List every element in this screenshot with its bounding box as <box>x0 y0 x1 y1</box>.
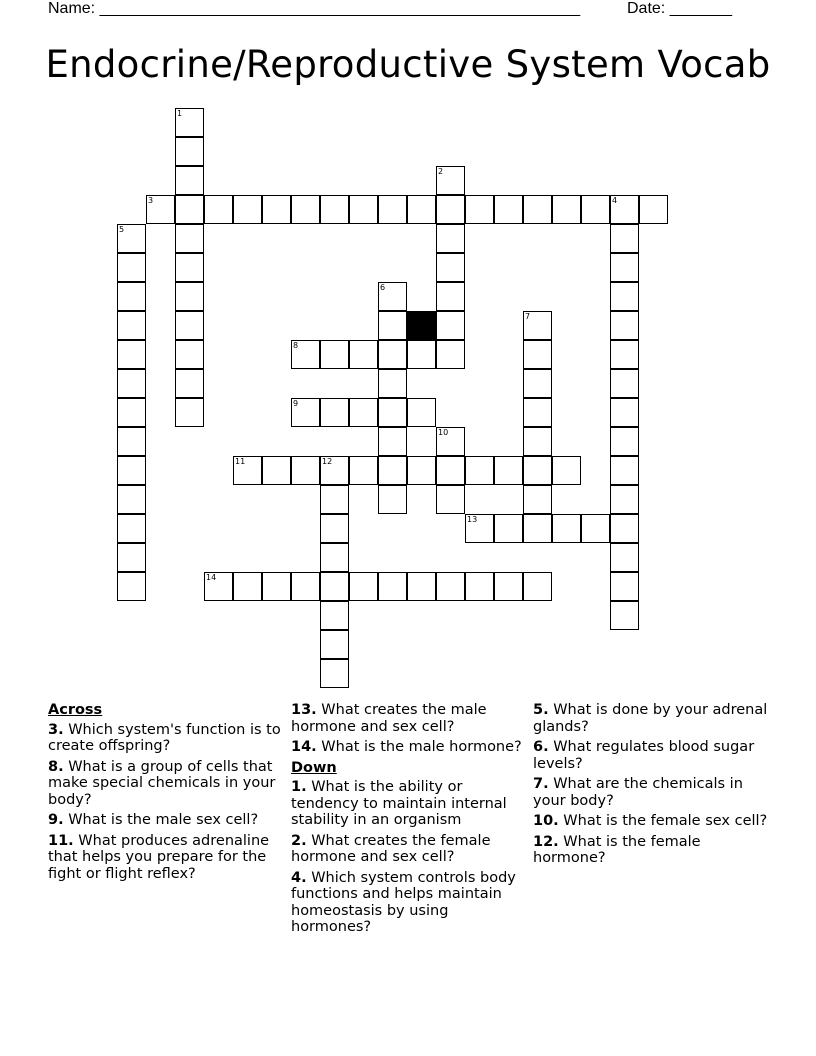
grid-cell[interactable] <box>465 514 494 543</box>
grid-cell[interactable] <box>610 253 639 282</box>
clue-number-label: 14 <box>206 573 217 582</box>
across-heading: Across <box>48 702 103 718</box>
grid-cell[interactable] <box>610 514 639 543</box>
clue-number-label: 5 <box>119 225 125 234</box>
grid-cell[interactable] <box>262 572 291 601</box>
grid-cell[interactable] <box>436 427 465 456</box>
grid-cell[interactable] <box>378 340 407 369</box>
clues-column-2 <box>291 702 527 940</box>
grid-cell[interactable] <box>610 456 639 485</box>
grid-cell[interactable] <box>523 514 552 543</box>
grid-cell[interactable] <box>349 398 378 427</box>
grid-cell[interactable] <box>436 166 465 195</box>
grid-cell[interactable] <box>436 572 465 601</box>
grid-cell[interactable] <box>262 456 291 485</box>
clue-text: What is the ability or tendency to maintain internal stability in an organism <box>291 779 507 828</box>
name-field-label: Name: ______________________________________________________ <box>48 0 581 17</box>
clue-number-label: 10 <box>438 428 449 437</box>
grid-cell[interactable] <box>494 456 523 485</box>
grid-cell[interactable] <box>465 456 494 485</box>
clue-number-label: 8 <box>293 341 299 350</box>
grid-cell[interactable] <box>436 224 465 253</box>
date-field-label: Date: _______ <box>627 0 732 17</box>
clue-number: 5. <box>533 702 549 718</box>
grid-cell[interactable] <box>523 572 552 601</box>
grid-cell[interactable] <box>320 398 349 427</box>
grid-cell[interactable] <box>349 195 378 224</box>
clue-across-9 <box>48 812 284 829</box>
clue-down-2 <box>291 833 527 866</box>
grid-cell[interactable] <box>117 369 146 398</box>
clue-down-7 <box>533 776 769 809</box>
grid-cell[interactable] <box>117 456 146 485</box>
clue-across-13 <box>291 702 527 735</box>
clue-text: What is a group of cells that make special chemicals in your body? <box>48 758 276 808</box>
grid-cell[interactable] <box>117 514 146 543</box>
grid-cell[interactable] <box>523 427 552 456</box>
grid-cell[interactable] <box>436 340 465 369</box>
grid-cell[interactable] <box>117 398 146 427</box>
grid-cell[interactable] <box>291 340 320 369</box>
clue-text: What creates the female hormone and sex cell? <box>291 832 491 865</box>
grid-cell[interactable] <box>407 398 436 427</box>
grid-cell[interactable] <box>378 311 407 340</box>
grid-cell[interactable] <box>610 369 639 398</box>
grid-cell[interactable] <box>378 485 407 514</box>
clue-number-label: 7 <box>525 312 531 321</box>
grid-cell[interactable] <box>436 311 465 340</box>
grid-cell[interactable] <box>610 543 639 572</box>
grid-cell[interactable] <box>436 456 465 485</box>
grid-cell[interactable] <box>610 224 639 253</box>
grid-cell[interactable] <box>175 166 204 195</box>
grid-cell[interactable] <box>523 369 552 398</box>
grid-cell[interactable] <box>523 398 552 427</box>
clue-number: 2. <box>291 832 307 849</box>
grid-cell[interactable] <box>291 398 320 427</box>
clue-number: 3. <box>48 721 64 738</box>
grid-cell[interactable] <box>436 485 465 514</box>
clue-number-label: 3 <box>148 196 154 205</box>
grid-cell[interactable] <box>494 572 523 601</box>
clue-text: What are the chemicals in your body? <box>533 776 743 809</box>
grid-cell[interactable] <box>378 398 407 427</box>
grid-cell[interactable] <box>610 485 639 514</box>
clue-number: 7. <box>533 776 549 792</box>
clue-number: 6. <box>533 739 549 755</box>
grid-cell[interactable] <box>320 340 349 369</box>
grid-cell[interactable] <box>349 572 378 601</box>
grid-cell[interactable] <box>117 224 146 253</box>
grid-cell[interactable] <box>581 514 610 543</box>
clue-number-label: 13 <box>467 515 478 524</box>
grid-cell[interactable] <box>175 369 204 398</box>
page-title: Endocrine/Reproductive System Vocab <box>45 43 771 86</box>
grid-cell[interactable] <box>320 514 349 543</box>
grid-cell[interactable] <box>610 340 639 369</box>
grid-cell[interactable] <box>436 195 465 224</box>
grid-cell[interactable] <box>349 340 378 369</box>
clue-across-11 <box>48 833 284 883</box>
clue-number: 13. <box>291 702 317 718</box>
grid-cell[interactable] <box>610 311 639 340</box>
clue-text: Which system controls body functions and helps maintain homeostasis by using hormones? <box>291 869 516 935</box>
grid-cell[interactable] <box>494 195 523 224</box>
grid-cell[interactable] <box>175 311 204 340</box>
grid-cell[interactable] <box>378 282 407 311</box>
grid-cell[interactable] <box>610 572 639 601</box>
grid-cell[interactable] <box>117 427 146 456</box>
grid-cell[interactable] <box>378 195 407 224</box>
clue-number-label: 12 <box>322 457 333 466</box>
grid-cell[interactable] <box>117 253 146 282</box>
grid-cell[interactable] <box>407 195 436 224</box>
clue-text: What is the male sex cell? <box>68 812 259 828</box>
clue-text: Which system's function is to create offspring? <box>48 721 281 754</box>
grid-cell[interactable] <box>465 572 494 601</box>
grid-cell[interactable] <box>175 282 204 311</box>
grid-cell[interactable] <box>320 195 349 224</box>
grid-cell[interactable] <box>581 195 610 224</box>
grid-cell[interactable] <box>117 340 146 369</box>
clue-across-8 <box>48 759 284 809</box>
clue-down-5 <box>533 702 769 735</box>
grid-cell[interactable] <box>378 456 407 485</box>
clues-column-1 <box>48 702 284 886</box>
grid-cell[interactable] <box>407 456 436 485</box>
grid-cell[interactable] <box>320 456 349 485</box>
clue-number: 4. <box>291 869 307 886</box>
clue-text: What produces adrenaline that helps you prepare for the fight or flight reflex? <box>48 832 270 882</box>
clue-text: What creates the male hormone and sex cell? <box>291 702 487 735</box>
clue-number-label: 4 <box>612 196 618 205</box>
clue-number-label: 11 <box>235 457 246 466</box>
clue-number: 11. <box>48 832 74 849</box>
grid-cell[interactable] <box>378 427 407 456</box>
grid-cell[interactable] <box>320 543 349 572</box>
clue-down-1 <box>291 779 527 829</box>
grid-cell[interactable] <box>233 195 262 224</box>
grid-cell[interactable] <box>175 108 204 137</box>
clue-number-label: 2 <box>438 167 444 176</box>
grid-cell[interactable] <box>175 224 204 253</box>
grid-cell[interactable] <box>117 311 146 340</box>
grid-cell[interactable] <box>610 427 639 456</box>
grid-cell[interactable] <box>320 572 349 601</box>
grid-cell[interactable] <box>465 195 494 224</box>
clue-text: What is done by your adrenal glands? <box>533 702 768 735</box>
clue-number: 12. <box>533 833 559 850</box>
grid-cell[interactable] <box>320 601 349 630</box>
grid-cell[interactable] <box>320 659 349 688</box>
clue-text: What is the female sex cell? <box>563 813 768 829</box>
grid-cell[interactable] <box>117 485 146 514</box>
grid-cell[interactable] <box>552 456 581 485</box>
grid-cell[interactable] <box>349 456 378 485</box>
grid-cell[interactable] <box>146 195 175 224</box>
clue-down-12 <box>533 834 769 867</box>
clue-across-14 <box>291 739 527 756</box>
clue-text: What regulates blood sugar levels? <box>533 739 755 772</box>
grid-cell[interactable] <box>523 311 552 340</box>
black-square <box>407 311 436 340</box>
clues-column-3 <box>533 702 769 871</box>
clue-number: 14. <box>291 739 317 755</box>
grid-cell[interactable] <box>552 514 581 543</box>
grid-cell[interactable] <box>610 282 639 311</box>
grid-cell[interactable] <box>552 195 581 224</box>
grid-cell[interactable] <box>610 601 639 630</box>
grid-cell[interactable] <box>291 456 320 485</box>
clue-number: 10. <box>533 813 559 829</box>
clue-number: 9. <box>48 812 64 828</box>
grid-cell[interactable] <box>117 282 146 311</box>
grid-cell[interactable] <box>610 195 639 224</box>
clue-down-4 <box>291 870 527 936</box>
grid-cell[interactable] <box>204 195 233 224</box>
clue-across-3 <box>48 722 284 755</box>
clue-text: What is the female hormone? <box>533 833 701 866</box>
grid-cell[interactable] <box>320 485 349 514</box>
grid-cell[interactable] <box>175 398 204 427</box>
grid-cell[interactable] <box>233 572 262 601</box>
down-heading: Down <box>291 759 337 776</box>
grid-cell[interactable] <box>175 137 204 166</box>
grid-cell[interactable] <box>639 195 668 224</box>
grid-cell[interactable] <box>523 456 552 485</box>
grid-cell[interactable] <box>175 253 204 282</box>
grid-cell[interactable] <box>117 572 146 601</box>
grid-cell[interactable] <box>204 572 233 601</box>
grid-cell[interactable] <box>523 485 552 514</box>
grid-cell[interactable] <box>175 195 204 224</box>
grid-cell[interactable] <box>175 340 204 369</box>
grid-cell[interactable] <box>262 195 291 224</box>
grid-cell[interactable] <box>378 572 407 601</box>
clue-text: What is the male hormone? <box>321 739 522 755</box>
clue-number-label: 1 <box>177 109 183 118</box>
grid-cell[interactable] <box>407 572 436 601</box>
clue-number: 1. <box>291 779 307 795</box>
grid-cell[interactable] <box>291 195 320 224</box>
grid-cell[interactable] <box>436 253 465 282</box>
grid-cell[interactable] <box>610 398 639 427</box>
grid-cell[interactable] <box>523 340 552 369</box>
grid-cell[interactable] <box>494 514 523 543</box>
clue-number: 8. <box>48 758 64 775</box>
grid-cell[interactable] <box>378 369 407 398</box>
grid-cell[interactable] <box>233 456 262 485</box>
grid-cell[interactable] <box>291 572 320 601</box>
clue-down-10 <box>533 813 769 830</box>
grid-cell[interactable] <box>436 282 465 311</box>
clue-number-label: 6 <box>380 283 386 292</box>
grid-cell[interactable] <box>117 543 146 572</box>
clue-number-label: 9 <box>293 399 299 408</box>
grid-cell[interactable] <box>407 340 436 369</box>
clue-down-6 <box>533 739 769 772</box>
grid-cell[interactable] <box>320 630 349 659</box>
grid-cell[interactable] <box>523 195 552 224</box>
